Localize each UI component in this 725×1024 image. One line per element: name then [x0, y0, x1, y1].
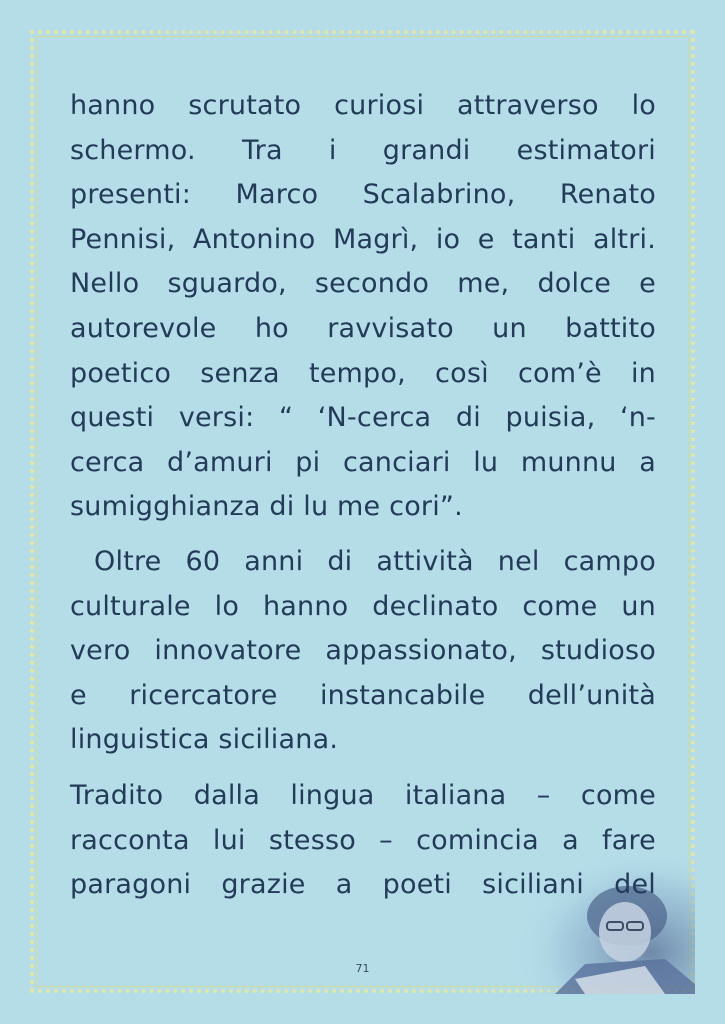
text-line: linguistica siciliana. [70, 724, 339, 756]
text-line: hanno scrutato curiosi attraverso lo [70, 90, 656, 121]
text-line: e ricercatore instancabile dell’unità [70, 679, 656, 711]
text-line: autorevole ho ravvisato un battito [70, 312, 656, 344]
body-text [70, 84, 656, 908]
text-line: racconta lui stesso – comincia a fare [70, 824, 656, 856]
text-line: cerca d’amuri pi canciari lu munnu a [70, 446, 656, 478]
paragraph-2 [70, 540, 656, 763]
text-line: Nello sguardo, secondo me, dolce e [70, 268, 656, 300]
text-line: Tradito dalla lingua italiana – come [70, 779, 656, 811]
text-line: poetico senza tempo, così com’è in [70, 357, 656, 389]
text-line: schermo. Tra i grandi estimatori [70, 134, 656, 166]
text-line: questi versi: “ ‘N-cerca di puisia, ‘n- [70, 402, 656, 434]
text-line: Oltre 60 anni di attività nel campo [70, 545, 656, 577]
text-line: Pennisi, Antonino Magrì, io e tanti altri. [70, 223, 656, 255]
text-line: presenti: Marco Scalabrino, Renato [70, 179, 656, 211]
text-line: sumigghianza di lu me cori”. [70, 491, 463, 523]
text-line: culturale lo hanno declinato come un [70, 590, 656, 622]
page-number: 71 [355, 962, 370, 975]
paragraph-1 [70, 84, 656, 530]
text-line: vero innovatore appassionato, studioso [70, 635, 656, 667]
paragraph-3 [70, 774, 656, 908]
text-line: paragoni grazie a poeti siciliani del [70, 869, 656, 901]
